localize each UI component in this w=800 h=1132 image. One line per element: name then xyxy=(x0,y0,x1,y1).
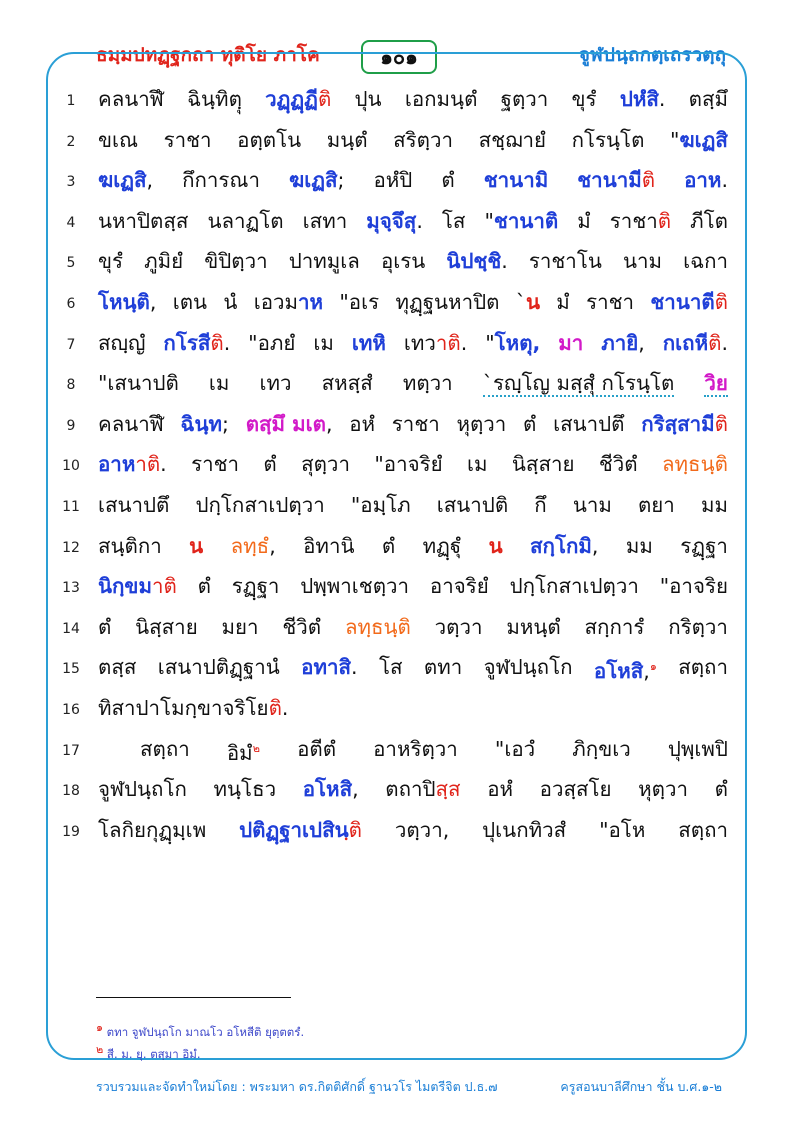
word: วฏฺฏฺฏีติ xyxy=(265,87,332,111)
line-text xyxy=(98,244,728,278)
footnote-2-text: สี. ม. ยุ. ตสฺมา อิมํ. xyxy=(106,1046,201,1061)
word: ภิกฺขเว xyxy=(572,736,631,761)
word: วตฺวา xyxy=(434,614,483,639)
footnote-1 xyxy=(96,1018,304,1042)
word: กริสฺสามีติ xyxy=(641,411,728,436)
footnote-ref: ๒ xyxy=(252,741,260,755)
word: สกฺโกมิ, xyxy=(530,533,599,558)
line-number: 6 xyxy=(66,296,76,312)
line-number: 1 xyxy=(66,93,76,109)
line-number: 13 xyxy=(62,580,80,597)
line-text xyxy=(98,691,728,725)
word: อวสฺสโย xyxy=(539,777,612,802)
line-number: 14 xyxy=(62,620,80,637)
word: นิสฺสาย xyxy=(135,614,198,639)
line-text xyxy=(98,488,728,522)
footnote-2-mark: ๒ xyxy=(96,1043,104,1056)
word: เทวาติ. xyxy=(403,330,468,355)
word: ลทฺธํ, xyxy=(230,533,276,558)
word: นิสฺสาย xyxy=(511,452,575,477)
word: ปุน xyxy=(354,87,382,111)
word: ฐตฺวา xyxy=(500,87,549,111)
line-text xyxy=(98,123,728,157)
word: วตฺวา, xyxy=(394,817,450,842)
word: หุตฺวา xyxy=(456,411,507,436)
word: เฉกา xyxy=(683,249,728,274)
word: ราชาโน xyxy=(528,249,602,274)
line-number: 9 xyxy=(66,417,76,434)
word: ฉินฺทิตฺุ xyxy=(187,87,242,111)
word: ขุรํ xyxy=(571,87,597,111)
word: อตีตํ xyxy=(297,736,337,761)
word: เทว xyxy=(259,371,292,396)
text-line xyxy=(58,405,728,445)
word: เสทา xyxy=(302,208,348,233)
text-line xyxy=(58,364,728,404)
word: อาหริตฺวา xyxy=(373,736,458,761)
text-line xyxy=(58,770,728,810)
line-text xyxy=(98,204,728,238)
word: ราชา xyxy=(391,411,440,436)
word: มุจฺจึสุ. xyxy=(366,208,423,233)
word: อิทานิ xyxy=(303,533,355,558)
word: โลกิยกุฏฺมฺเพ xyxy=(98,817,207,842)
word: ตสฺส xyxy=(98,655,137,680)
word: นํ xyxy=(223,290,238,314)
line-text xyxy=(98,82,728,116)
word: เตน xyxy=(172,290,208,314)
word: โส xyxy=(441,208,466,233)
line-text xyxy=(98,447,728,481)
word: ราชา xyxy=(163,127,212,152)
word: อาจริยํ xyxy=(429,574,489,599)
word: ภูมิยํ xyxy=(144,249,184,274)
word: ราชา xyxy=(586,290,635,314)
text-line xyxy=(58,161,728,201)
text-line xyxy=(58,608,728,648)
word: มนฺตํ xyxy=(326,127,368,152)
line-text xyxy=(98,813,728,847)
word: ขุรํ xyxy=(98,249,124,274)
word: จูฬปนฺถโก xyxy=(483,655,573,680)
text-line xyxy=(58,283,728,323)
text-line xyxy=(58,202,728,242)
text-line xyxy=(58,567,728,607)
word: ชีวิตํ xyxy=(282,614,322,639)
word: จูฬปนฺถโก xyxy=(98,777,187,802)
word: `น xyxy=(515,290,540,314)
header-left-title: ธมฺมปทฏฺฐกถา ทุติโย ภาโค xyxy=(96,44,320,66)
line-number: 2 xyxy=(66,133,76,150)
word: อาห. xyxy=(684,168,728,193)
word: ชานาตีติ xyxy=(650,290,728,314)
text-line xyxy=(58,648,728,688)
word: "เอวํ xyxy=(494,736,536,761)
word: อุเรน xyxy=(380,249,426,274)
word: ตํ xyxy=(381,533,396,558)
word: ตสฺมึ xyxy=(688,87,728,111)
word: ตยา xyxy=(637,493,675,517)
line-number: 11 xyxy=(62,499,80,515)
word: ชานามีติ xyxy=(577,168,656,193)
word: ตํ xyxy=(523,411,537,436)
word: ภายิ, xyxy=(601,330,645,355)
word: มํ xyxy=(556,290,570,314)
word: ทนฺโธว xyxy=(213,777,277,802)
word: "อเร xyxy=(339,290,380,314)
word: ตํ xyxy=(263,452,277,477)
word: ปพฺพาเชตฺวา xyxy=(300,574,410,599)
word: ปหํสิ. xyxy=(619,87,666,111)
word: สริตฺวา xyxy=(393,127,453,152)
word: ปาทมูเล xyxy=(288,249,360,274)
word: เอวมาห xyxy=(253,290,324,314)
word: กเถหีติ. xyxy=(662,330,728,355)
word: กโรนฺโต xyxy=(571,127,645,152)
word: วิย xyxy=(704,371,728,396)
word: คลนาฬึ xyxy=(98,411,164,436)
word: ทตฺวา xyxy=(402,371,453,396)
word: อหํ xyxy=(487,777,514,802)
word: สตฺถา xyxy=(678,817,728,842)
line-text xyxy=(98,610,728,644)
word: ปกฺโกสาเปตฺวา xyxy=(509,574,639,599)
word: ราชาติ xyxy=(609,208,672,233)
word: เม xyxy=(467,452,488,477)
page-number-badge: ๑๐๑ xyxy=(361,40,437,74)
line-number: 18 xyxy=(62,783,80,800)
line-text xyxy=(140,732,728,770)
word: ทิสาปาโมกฺขาจริโยติ. xyxy=(98,696,289,720)
line-number: 10 xyxy=(62,458,80,475)
word: ตํ xyxy=(197,574,211,599)
word: ตถาปิสฺส xyxy=(385,777,461,802)
text-line xyxy=(58,811,728,851)
word: สหสฺสํ xyxy=(321,371,373,396)
line-text xyxy=(98,772,728,806)
word: ขเณ xyxy=(98,127,139,152)
word: "เสนาปติ xyxy=(98,371,179,396)
word: อโหสิ, xyxy=(302,777,359,802)
word: เสนาปตึ xyxy=(553,411,625,436)
line-text xyxy=(98,407,728,441)
word: เสนาปตึ xyxy=(98,493,170,517)
footnote-divider xyxy=(96,997,291,998)
word: นลาฏโต xyxy=(207,208,284,233)
line-text xyxy=(98,285,728,319)
word: มยา xyxy=(221,614,259,639)
word: "อาจริยํ xyxy=(374,452,443,477)
word: กริตฺวา xyxy=(668,614,728,639)
word: กึ xyxy=(534,493,547,517)
word: อหํปิ xyxy=(373,168,413,193)
word: กึการณา xyxy=(182,168,260,193)
text-line xyxy=(58,445,728,485)
word: ปุเนกทิวสํ xyxy=(482,817,567,842)
word: โส xyxy=(378,655,403,680)
word: อหํ xyxy=(349,411,376,436)
footnote-ref: ๑ xyxy=(649,660,657,674)
word: "อโห xyxy=(599,817,646,842)
word: นาม xyxy=(572,493,612,517)
word: ปกฺโกสาเปตฺวา xyxy=(195,493,325,517)
line-number: 16 xyxy=(62,702,80,718)
word: สตฺถา xyxy=(140,736,190,761)
word: "อาจริย xyxy=(659,574,728,599)
text-line xyxy=(58,324,728,364)
word: อิมํ$^๒$ xyxy=(226,740,260,765)
line-number: 3 xyxy=(66,174,76,191)
text-line xyxy=(58,242,728,282)
word: ปติฏฺฐาเปสินฺติ xyxy=(239,817,362,842)
word: รฏฺฐา xyxy=(680,533,728,558)
word: อโหสิ,$^๑$ xyxy=(593,659,657,684)
line-text xyxy=(98,529,728,563)
word: มม xyxy=(625,533,653,558)
line-number: 7 xyxy=(66,336,76,353)
line-number: 8 xyxy=(66,377,76,394)
word: ฆเฏสิ; xyxy=(289,168,345,193)
word: สญฺญํ xyxy=(98,330,146,355)
word: ฆเฏสิ, xyxy=(98,168,154,193)
word: สนฺติกา xyxy=(98,533,162,558)
line-number: 4 xyxy=(66,214,76,231)
word: `รญฺโญ มสฺสุํ กโรนฺโต xyxy=(482,371,675,396)
word: รฏฺฐา xyxy=(231,574,280,599)
footnote-1-mark: ๑ xyxy=(96,1021,103,1034)
word: ตํ xyxy=(98,614,112,639)
word: เอกมนฺตํ xyxy=(404,87,478,111)
text-line xyxy=(58,121,728,161)
line-number: 15 xyxy=(62,661,80,678)
footer-right: ครูสอนบาลีศึกษา ชั้น บ.ศ.๑-๒ xyxy=(560,1079,722,1094)
word: ภีโต xyxy=(690,208,728,233)
word: มา xyxy=(558,330,584,355)
footnote-2 xyxy=(96,1040,201,1064)
word: นหาปิตสฺส xyxy=(98,208,189,233)
word: น xyxy=(488,533,503,558)
text-line xyxy=(58,730,728,770)
word: สชฺฌายํ xyxy=(478,127,547,152)
word: อทาสิ. xyxy=(301,655,358,680)
text-line xyxy=(58,486,728,526)
line-number: 12 xyxy=(62,539,80,556)
word: เม xyxy=(208,371,230,396)
line-number: 5 xyxy=(66,255,76,272)
word: คลนาฬึ xyxy=(98,87,164,111)
line-number: 19 xyxy=(62,823,80,840)
word: ทฏฺฐุํ xyxy=(422,533,462,558)
word: ราชา xyxy=(191,452,240,477)
line-text xyxy=(98,650,728,688)
word: มหนฺตํ xyxy=(506,614,561,639)
word: ตํ xyxy=(714,777,728,802)
word: ตทา xyxy=(423,655,463,680)
word: นาม xyxy=(622,249,662,274)
word: มม xyxy=(700,493,728,517)
word: อตฺตโน xyxy=(237,127,302,152)
word: อาหาติ. xyxy=(98,452,167,477)
word: ปุพฺเพปิ xyxy=(667,736,728,761)
word: ทุฏฺฐนหาปิต xyxy=(395,290,500,314)
line-text xyxy=(98,163,728,197)
word: นิกฺขมาติ xyxy=(98,574,177,599)
word: ชานามิ xyxy=(483,168,549,193)
word: "ฆเฏสิ xyxy=(669,127,728,152)
text-line xyxy=(58,80,728,120)
word: ฉินฺท; xyxy=(180,411,229,436)
word: มํ xyxy=(577,208,591,233)
word: สตฺถา xyxy=(678,655,728,680)
line-text xyxy=(98,326,728,360)
word: เสนาปติ xyxy=(436,493,509,517)
word: "ชานาติ xyxy=(484,208,559,233)
footer-left: รวบรวมและจัดทำใหม่โดย : พระมหา ดร.กิตติศักดิ์ ฐานวโร ไมตรีจิต ป.ธ.๗ xyxy=(96,1079,498,1094)
word: หุตฺวา xyxy=(638,777,689,802)
text-line xyxy=(58,689,728,729)
line-text xyxy=(98,569,728,603)
word: ตํ xyxy=(441,168,455,193)
footnote-1-text: ตทา จูฬปนฺถโก มาณโว อโหสีติ ยุตฺตตรํ. xyxy=(106,1024,305,1039)
word: "อมฺโภ xyxy=(350,493,411,517)
line-text xyxy=(98,366,728,400)
header-right-title: จูฬปนฺถกตฺเถรวตฺถุ xyxy=(578,44,726,66)
word: เทหิ xyxy=(351,330,386,355)
line-number: 17 xyxy=(62,742,80,759)
word: ลทฺธนฺติ xyxy=(344,614,411,639)
word: "โหตุ, xyxy=(485,330,541,355)
word: โหนฺติ, xyxy=(98,290,157,314)
word: เสนาปติฏฺฐานํ xyxy=(157,655,280,680)
word: กโรสีติ. xyxy=(163,330,231,355)
word: สกฺการํ xyxy=(584,614,645,639)
word: ลทฺธนฺติ xyxy=(661,452,728,477)
word: น xyxy=(189,533,204,558)
word: นิปชฺชิ. xyxy=(446,249,508,274)
word: เม xyxy=(313,330,334,355)
word: สุตฺวา xyxy=(301,452,350,477)
word: ตสฺมึ มเต, xyxy=(245,411,333,436)
word: "อภยํ xyxy=(248,330,296,355)
word: ขิปิตฺวา xyxy=(204,249,268,274)
word: ชีวิตํ xyxy=(598,452,638,477)
text-line xyxy=(58,527,728,567)
